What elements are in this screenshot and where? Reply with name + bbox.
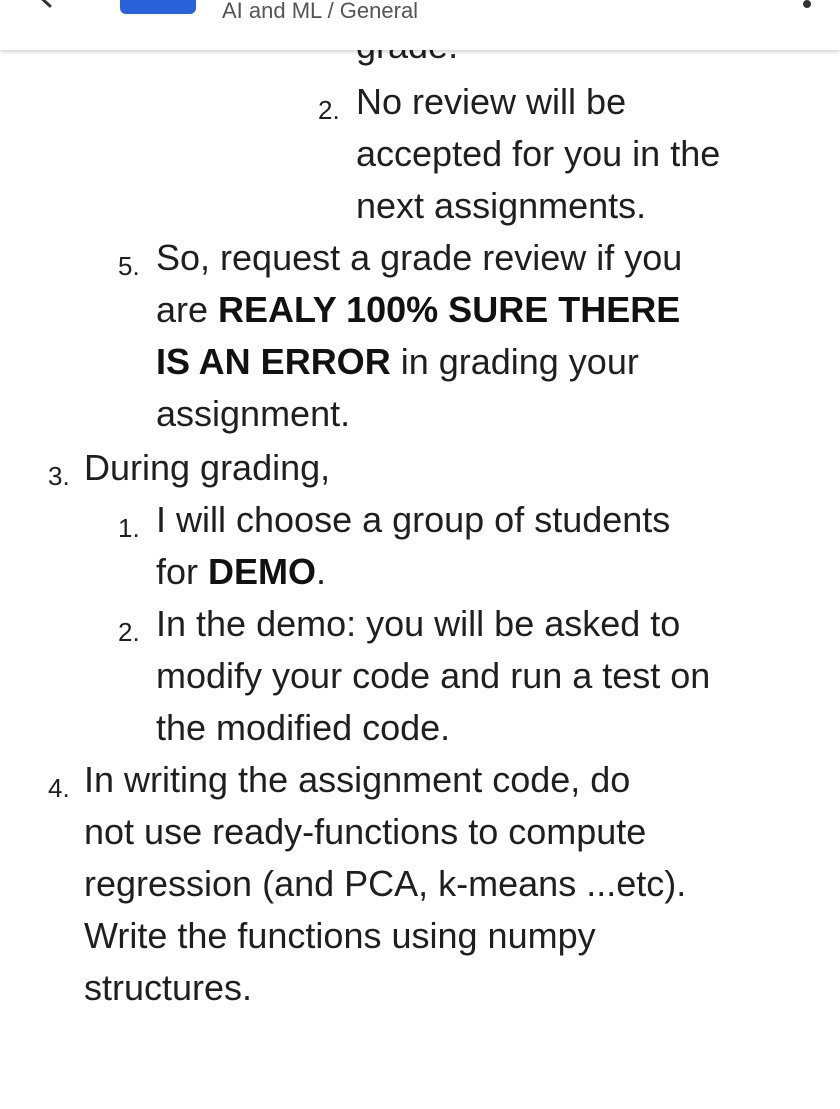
breadcrumb[interactable]: AI and ML / General xyxy=(222,0,419,23)
list-item-text: assignment. xyxy=(156,393,351,434)
list-item-text: I will choose a group of students xyxy=(156,499,671,540)
list-item-text: the modified code. xyxy=(156,707,451,748)
list-item-text: No review will be xyxy=(356,81,627,122)
list-item-text: Write the functions using numpy xyxy=(84,915,596,956)
list-item-text: So, request a grade review if you xyxy=(156,237,683,278)
list-item-text: In the demo: you will be asked to xyxy=(156,603,681,644)
list-marker: 2. xyxy=(318,95,340,125)
list-marker: 3. xyxy=(48,461,70,491)
list-marker: 2. xyxy=(118,617,140,647)
list-item-text: regression (and PCA, k-means ...etc). xyxy=(84,863,687,904)
more-vertical-icon[interactable] xyxy=(802,0,812,8)
list-item-text: for DEMO. xyxy=(156,551,327,592)
list-item-text: not use ready-functions to compute xyxy=(84,811,647,852)
list-marker: 1. xyxy=(118,513,140,543)
list-item-text: accepted for you in the xyxy=(356,133,721,174)
list-item-text: are REALY 100% SURE THERE xyxy=(156,289,681,330)
emphasis-text: IS AN ERROR xyxy=(156,341,391,382)
list-marker: 5. xyxy=(118,251,140,281)
list-item-text: structures. xyxy=(84,967,253,1008)
back-arrow-icon[interactable] xyxy=(30,0,60,10)
list-marker: 4. xyxy=(48,773,70,803)
emphasis-text: REALY 100% SURE THERE xyxy=(218,289,681,330)
list-item-text: IS AN ERROR in grading your xyxy=(156,341,639,382)
list-item-text: next assignments. xyxy=(356,185,647,226)
emphasis-text: DEMO xyxy=(208,551,317,592)
list-item-text: In writing the assignment code, do xyxy=(84,759,631,800)
list-item-text: modify your code and run a test on xyxy=(156,655,711,696)
app-logo xyxy=(120,0,196,14)
app-header xyxy=(0,0,840,50)
list-item-text: During grading, xyxy=(84,447,331,488)
